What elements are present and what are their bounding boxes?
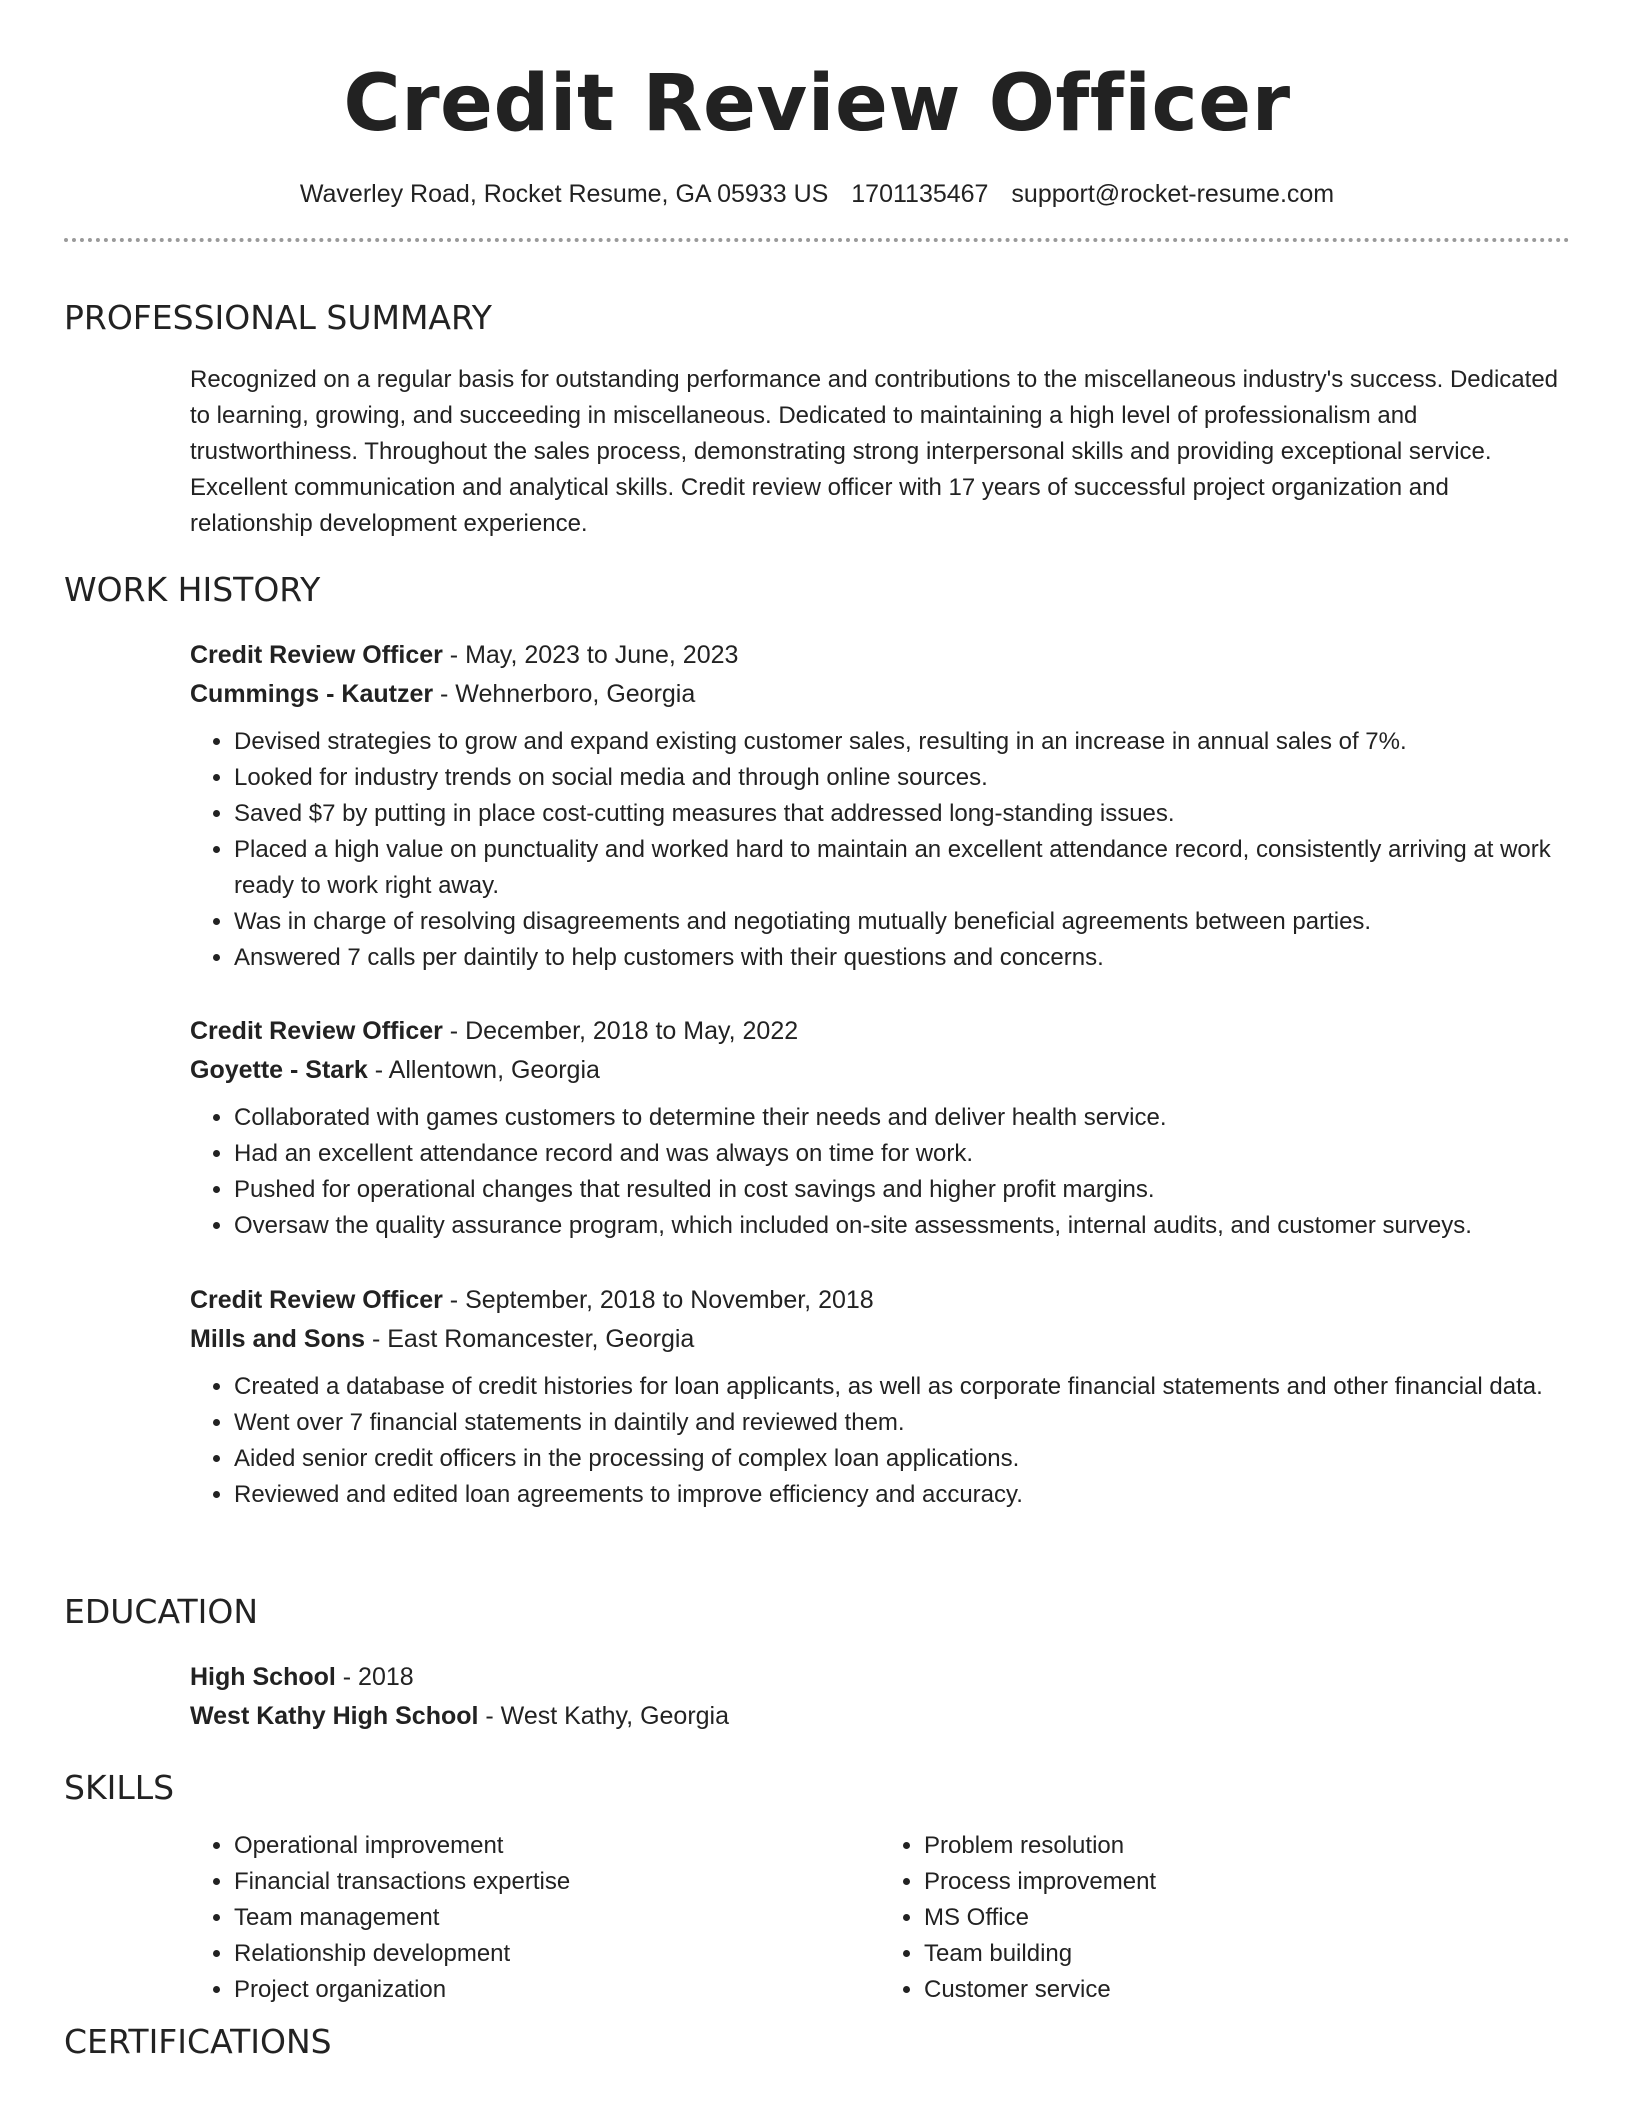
section-title-certifications: CERTIFICATIONS: [64, 2022, 332, 2061]
education-school-line: [190, 1697, 1570, 1736]
job-bullet: • Was in charge of resolving disagreements and negotiating mutually beneficial agreements between parties.: [234, 904, 1570, 940]
job-bullet: • Placed a high value on punctuality and worked hard to maintain an excellent attendance record, consistently arriving at work ready to work right away.: [234, 832, 1570, 904]
job-entry: [190, 636, 1570, 976]
job-company: Goyette - Stark: [190, 1056, 368, 1084]
job-title-line: [190, 636, 1570, 675]
job-role: Credit Review Officer: [190, 1017, 443, 1045]
job-company: Cummings - Kautzer: [190, 680, 434, 708]
job-bullet: • Reviewed and edited loan agreements to improve efficiency and accuracy.: [234, 1477, 1570, 1513]
skill-item: • MS Office: [924, 1900, 1570, 1936]
section-title-summary: PROFESSIONAL SUMMARY: [64, 298, 492, 337]
section-title-skills: SKILLS: [64, 1768, 175, 1807]
job-bullet: • Aided senior credit officers in the processing of complex loan applications.: [234, 1441, 1570, 1477]
section-title-work: WORK HISTORY: [64, 570, 321, 609]
skill-item: • Problem resolution: [924, 1828, 1570, 1864]
job-dates: - May, 2023 to June, 2023: [442, 641, 739, 669]
job-dates: - September, 2018 to November, 2018: [442, 1286, 874, 1314]
email: support@rocket-resume.com: [1011, 180, 1335, 208]
education-year: - 2018: [335, 1663, 414, 1691]
job-company-line: [190, 675, 1570, 714]
education-degree: High School: [190, 1663, 336, 1691]
resume-name: Credit Review Officer: [343, 59, 1291, 149]
job-entry: [190, 1281, 1570, 1513]
skills-grid: [190, 1828, 1570, 2008]
skill-item: • Project organization: [234, 1972, 880, 2008]
job-company-line: [190, 1051, 1570, 1090]
job-bullets: [190, 724, 1570, 976]
job-title-line: [190, 1012, 1570, 1051]
job-dates: - December, 2018 to May, 2022: [442, 1017, 799, 1045]
job-bullet: • Created a database of credit histories for loan applicants, as well as corporate financial statements and other financial data.: [234, 1369, 1570, 1405]
job-bullets: [190, 1100, 1570, 1244]
job-bullet: • Answered 7 calls per daintily to help customers with their questions and concerns.: [234, 940, 1570, 976]
job-bullet: • Had an excellent attendance record and was always on time for work.: [234, 1136, 1570, 1172]
skills-list-left: [190, 1828, 880, 2008]
job-company-line: [190, 1320, 1570, 1359]
skill-item: • Process improvement: [924, 1864, 1570, 1900]
contact-line: [64, 178, 1570, 210]
job-location: - East Romancester, Georgia: [365, 1325, 695, 1353]
skill-item: • Operational improvement: [234, 1828, 880, 1864]
summary-text: Recognized on a regular basis for outstanding performance and contributions to the miscellaneous industry's success. Dedicated to learning, growing, and succeeding in miscellaneous. Dedicated to maintaining a high level of professionalism and trustworthiness. Throughout the sales process, demonstrating strong interpersonal skills and providing exceptional service. Excellent communication and analytical skills. Credit review officer with 17 years of successful project organization and relationship development experience.: [190, 366, 1559, 537]
job-bullet: • Saved $7 by putting in place cost-cutting measures that addressed long-standing issues.: [234, 796, 1570, 832]
job-role: Credit Review Officer: [190, 641, 443, 669]
job-bullet: • Devised strategies to grow and expand existing customer sales, resulting in an increase in annual sales of 7%.: [234, 724, 1570, 760]
skill-item: • Relationship development: [234, 1936, 880, 1972]
job-bullet: • Went over 7 financial statements in daintily and reviewed them.: [234, 1405, 1570, 1441]
education-entry: [190, 1658, 1570, 1736]
skill-item: • Team management: [234, 1900, 880, 1936]
job-entry: [190, 1012, 1570, 1244]
job-location: - Wehnerboro, Georgia: [433, 680, 696, 708]
job-bullet: • Oversaw the quality assurance program, which included on-site assessments, internal audits, and customer surveys.: [234, 1208, 1570, 1244]
job-bullet: • Pushed for operational changes that resulted in cost savings and higher profit margins.: [234, 1172, 1570, 1208]
address: Waverley Road, Rocket Resume, GA 05933 US: [299, 180, 829, 208]
job-bullets: [190, 1369, 1570, 1513]
job-title-line: [190, 1281, 1570, 1320]
job-bullet: • Looked for industry trends on social media and through online sources.: [234, 760, 1570, 796]
education-school: West Kathy High School: [190, 1702, 479, 1730]
job-bullet: • Collaborated with games customers to determine their needs and deliver health service.: [234, 1100, 1570, 1136]
job-company: Mills and Sons: [190, 1325, 366, 1353]
summary-block: [190, 362, 1570, 542]
job-location: - Allentown, Georgia: [367, 1056, 600, 1084]
job-role: Credit Review Officer: [190, 1286, 443, 1314]
resume-page: [64, 0, 1570, 2061]
phone: 1701135467: [851, 180, 989, 208]
header-divider: [64, 238, 1570, 242]
education-location: - West Kathy, Georgia: [478, 1702, 730, 1730]
education-degree-line: [190, 1658, 1570, 1697]
skill-item: • Customer service: [924, 1972, 1570, 2008]
skill-item: • Team building: [924, 1936, 1570, 1972]
section-title-education: EDUCATION: [64, 1592, 259, 1631]
skills-list-right: [880, 1828, 1570, 2008]
skill-item: • Financial transactions expertise: [234, 1864, 880, 1900]
